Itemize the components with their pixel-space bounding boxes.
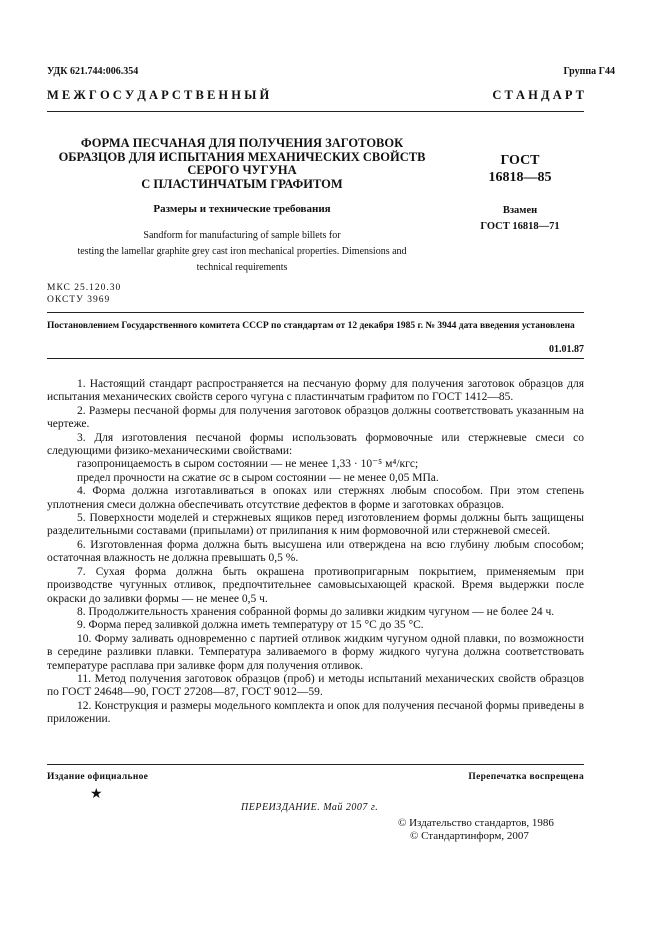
- title-line-1: ФОРМА ПЕСЧАНАЯ ДЛЯ ПОЛУЧЕНИЯ ЗАГОТОВОК: [80, 136, 404, 150]
- udk-code: УДК 621.744:006.354: [47, 66, 139, 77]
- paragraph-9: 9. Форма перед заливкой должна иметь температуру от 15 °С до 35 °С.: [77, 619, 424, 632]
- paragraph-2: 2. Размеры песчаной формы для получения заготовок образцов должны соответствовать указанным на чертеже.: [47, 404, 584, 431]
- paragraph-3: 3. Для изготовления песчаной формы использовать формовочные или стержневые смеси со следующими физико-механическими свойствами:: [47, 431, 584, 458]
- title-line-3: СЕРОГО ЧУГУНА: [187, 163, 297, 177]
- classification-codes: [47, 282, 121, 306]
- title-line-2: ОБРАЗЦОВ ДЛЯ ИСПЫТАНИЯ МЕХАНИЧЕСКИХ СВОЙСТВ: [58, 149, 426, 164]
- reprint-prohibited: Перепечатка воспрещена: [468, 772, 584, 782]
- reissue-note: ПЕРЕИЗДАНИЕ. Май 2007 г.: [241, 802, 379, 813]
- title-line-4: С ПЛАСТИНЧАТЫМ ГРАФИТОМ: [141, 176, 343, 191]
- replaces-label: Взамен: [502, 205, 538, 216]
- english-line-1: Sandform for manufacturing of sample billets for: [143, 230, 341, 241]
- footer-rule: [47, 764, 584, 765]
- paragraph-3a: газопроницаемость в сыром состоянии — не менее 1,33 · 10⁻⁵ м⁴/кгс;: [77, 458, 419, 471]
- paragraph-1: 1. Настоящий стандарт распространяется на песчаную форму для получения заготовок образцов для испытания механических свойств серого чугуна с пластинчатым графитом по ГОСТ 1412—85.: [47, 378, 584, 404]
- okstu-code: ОКСТУ 3969: [47, 295, 111, 305]
- paragraph-10: 10. Форму заливать одновременно с партией отливок жидким чугуном одной плавки, по возможности в середине разливки плавки. Температура заливаемого в форму жидкого чугуна должна соответствовать температуре расплава при заливке форм для получения отливок.: [47, 632, 584, 672]
- replaces-value: ГОСТ 16818—71: [480, 221, 560, 232]
- paragraph-7: 7. Сухая форма должна быть окрашена противопригарным покрытием, применяемым при производстве чугунных отливок, предпочтительнее самовысыхающей краской. Время выдержки после окраски до заливки формы — не менее 0,5 ч.: [47, 565, 584, 605]
- gost-designation: [470, 152, 570, 186]
- mks-code: МКС 25.120.30: [47, 283, 122, 293]
- star-icon: ★: [90, 787, 103, 802]
- paragraph-4: 4. Форма должна изготавливаться в опоках или стержнях любым способом. При этом степень уплотнения смеси должна обеспечивать отсутствие дефектов в форме и заготовках образцов.: [47, 485, 584, 511]
- document-body: [47, 378, 584, 727]
- document-title: [47, 137, 437, 191]
- document-subtitle: Размеры и технические требования: [153, 203, 331, 215]
- copyright-1: © Издательство стандартов, 1986: [398, 817, 554, 829]
- paragraph-12: 12. Конструкция и размеры модельного комплекта и опок для получения песчаной формы приведены в приложении.: [47, 699, 584, 726]
- standard-banner: [47, 88, 584, 103]
- top-rule: [47, 111, 584, 112]
- gost-number: 16818—85: [488, 170, 552, 185]
- copyright-2: © Стандартинформ, 2007: [410, 830, 529, 842]
- gost-label: ГОСТ: [500, 153, 540, 168]
- middle-rule: [47, 312, 584, 313]
- english-title: [47, 228, 437, 276]
- english-line-2: testing the lamellar graphite grey cast iron mechanical properties. Dimensions and: [77, 246, 407, 257]
- introduction-date: 01.01.87: [549, 344, 584, 355]
- official-edition: Издание официальное: [47, 772, 149, 782]
- paragraph-3b: предел прочности на сжатие σc в сыром состоянии — не менее 0,05 МПа.: [77, 471, 439, 484]
- paragraph-11: 11. Метод получения заготовок образцов (проб) и методы испытаний механических свойств образцов по ГОСТ 24648—90, ГОСТ 27208—87, ГОСТ 9012—59.: [47, 672, 584, 699]
- banner-right: С Т А Н Д А Р Т: [492, 88, 584, 102]
- decree-text: Постановлением Государственного комитета СССР по стандартам от 12 декабря 1985 г. № 3944 дата введения установлена: [47, 321, 575, 331]
- replaces-block: [460, 203, 580, 235]
- decree-rule: [47, 358, 584, 359]
- paragraph-8: 8. Продолжительность хранения собранной формы до заливки жидким чугуном — не более 24 ч.: [77, 605, 555, 618]
- paragraph-5: 5. Поверхности моделей и стержневых ящиков перед изготовлением формы должны быть защищены разделительными составами (припылами) от прилипания к ним формовочной или стержневой смесей.: [47, 512, 584, 538]
- english-line-3: technical requirements: [196, 262, 288, 273]
- group-code: Группа Г44: [563, 66, 615, 77]
- paragraph-6: 6. Изготовленная форма должна быть высушена или отверждена на всю глубину любым способом; остаточная влажность не должна превышать 0,5 %.: [47, 538, 584, 565]
- banner-left: М Е Ж Г О С У Д А Р С Т В Е Н Н Ы Й: [47, 88, 270, 102]
